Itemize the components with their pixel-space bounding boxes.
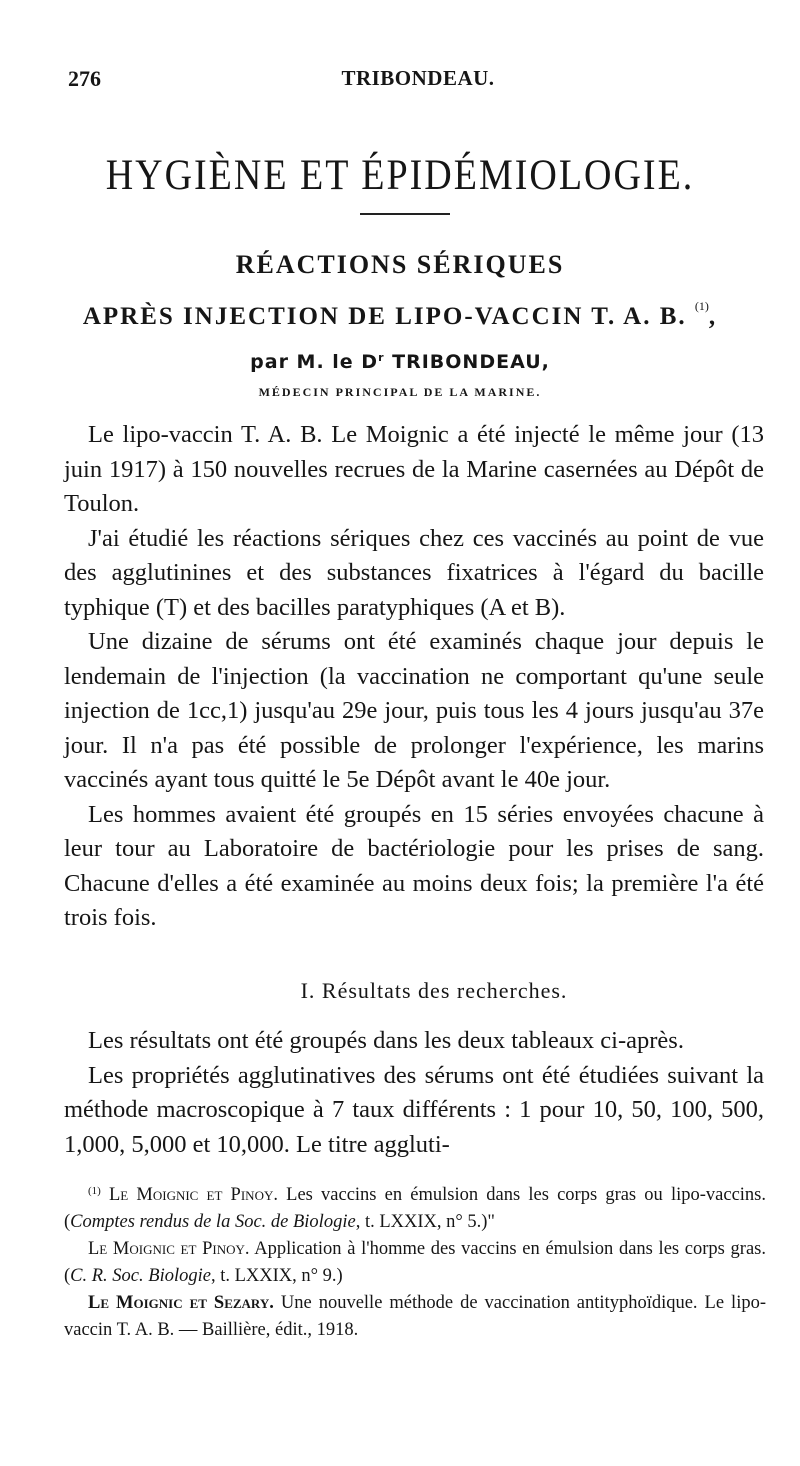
paragraph-2: J'ai étudié les réactions sériques chez ces vaccinés au point de vue des agglutinines et des substances fixatrices à l'égard du bacille typhique (T) et des bacilles paratyphiques (A et B). <box>64 524 764 621</box>
title-rule <box>360 213 450 215</box>
paragraph-6: Les propriétés agglutinatives des sérums ont été étudiées suivant la méthode macroscopique à 7 taux différents : 1 pour 10, 50, 100, 500, 1,000, 5,000 et 10,000. Le titre aggluti- <box>64 1061 764 1158</box>
byline-prefix: par M. le D <box>250 351 379 373</box>
section-title: HYGIÈNE ET ÉPIDÉMIOLOGIE. <box>105 151 695 200</box>
footnote-2-journal: C. R. Soc. Biologie <box>70 1266 211 1286</box>
footnote-1-text: Les vaccins en émulsion dans les corps gras ou lipo-vaccins. ( <box>64 1185 767 1232</box>
footnotes <box>64 1178 766 1344</box>
byline-sup: r <box>378 351 385 364</box>
article-title-line2-text: APRÈS INJECTION DE LIPO-VACCIN T. A. B. <box>82 303 687 330</box>
running-head: TRIBONDEAU. <box>341 66 495 90</box>
footnote-1-authors: Le Moignic et Pinoy. <box>109 1185 278 1205</box>
paragraph-1: Le lipo-vaccin T. A. B. Le Moignic a été injecté le même jour (13 juin 1917) à 150 nouvelles recrues de la Marine casernées au Dépôt de Toulon. <box>64 421 764 517</box>
article-title-line1: RÉACTIONS SÉRIQUES <box>235 250 565 279</box>
footnote-2 <box>64 1236 766 1290</box>
body-text-2 <box>64 1024 764 1162</box>
footnote-1-journal: Comptes rendus de la Soc. de Biologie <box>70 1212 356 1232</box>
byline <box>60 351 740 373</box>
body-text <box>64 418 764 936</box>
paragraph-5: Les résultats ont été groupés dans les deux tableaux ci-après. <box>88 1027 684 1054</box>
page-number: 276 <box>68 66 101 91</box>
footnote-3-authors: Le Moignic et Sezary. <box>88 1293 274 1313</box>
author-affiliation: MÉDECIN PRINCIPAL DE LA MARINE. <box>258 385 542 399</box>
footnote-1-marker: (1) <box>88 1185 101 1197</box>
footnote-1-end: , t. LXXIX, n° 5.)" <box>355 1212 495 1232</box>
footnote-marker: (1) <box>694 299 709 313</box>
footnote-2-text: Application à l'homme des vaccins en émulsion dans les corps gras. ( <box>64 1239 766 1286</box>
footnote-3 <box>64 1290 766 1344</box>
footnote-1 <box>64 1178 766 1236</box>
footnote-2-authors: Le Moignic et Pinoy. <box>88 1239 250 1259</box>
paragraph-3: Une dizaine de sérums ont été examinés chaque jour depuis le lendemain de l'injection (la vaccination ne comportant qu'une seule injection de 1cc,1) jusqu'au 29e jour, puis tous les 4 jours jusqu'au 37e jour. Il n'a pas été possible de prolonger l'expérience, les marins vaccinés ayant tous quitté le 5e Dépôt avant le 40e jour. <box>64 628 764 793</box>
paragraph-4: Les hommes avaient été groupés en 15 séries envoyées chacune à leur tour au Laboratoire de bactériologie pour les prises de sang. Chacune d'elles a été examinée au moins deux fois; la première l'a été trois fois. <box>64 800 764 931</box>
footnote-3-text: Une nouvelle méthode de vaccination antityphoïdique. Le lipo-vaccin T. A. B. — Baillière, édit., 1918. <box>64 1293 766 1340</box>
article-title-line2: APRÈS INJECTION DE LIPO-VACCIN T. A. B. $^{(1)}$, <box>82 299 718 330</box>
footnote-2-end: , t. LXXIX, n° 9.) <box>210 1266 343 1286</box>
page-header <box>68 60 748 100</box>
subheading: I. Résultats des recherches. <box>300 978 568 1003</box>
author-name: TRIBONDEAU, <box>384 351 550 373</box>
